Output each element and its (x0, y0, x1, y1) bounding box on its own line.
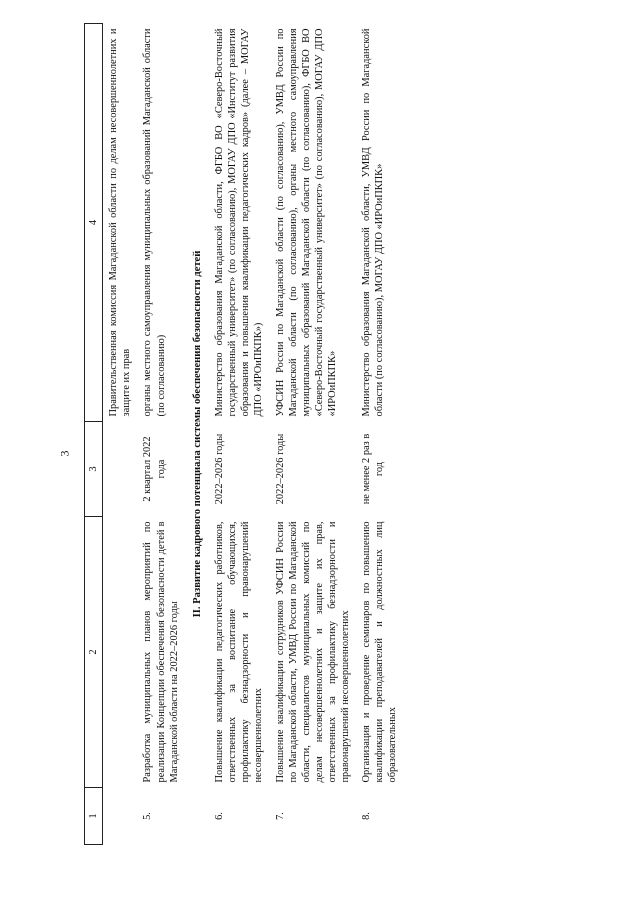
row-number: 6. (214, 812, 226, 820)
row-responsible: Правительственная комиссия Магаданской области по делам несовершеннолетних и защите их прав (108, 28, 133, 417)
table-row (103, 24, 138, 845)
row-responsible: УФСИН России по Магаданской области (по согласованию), УМВД России по Магаданской области (по согласованию), органы местного самоуправления муниципальных образований Магаданской области (по согласованию), ФГБО ВО «Северо-Восточный государственный университет» (по согласованию), МОГАУ ДПО «ИРОиПКПК» (274, 28, 338, 417)
row-number: 5. (142, 812, 154, 820)
row-number: 7. (274, 812, 286, 820)
header-col-2: 2 (85, 517, 103, 788)
row-term: 2022–2026 годы (274, 433, 286, 505)
table-row (209, 24, 269, 845)
row-measure: Повышение квалификации педагогических работников, ответственных за воспитание обучающихся, профилактику безнадзорности и правонарушений несовершеннолетних (214, 521, 265, 783)
measures-table (84, 23, 404, 845)
table-row (356, 24, 403, 845)
table-row (137, 24, 184, 845)
section-title: II. Развитие кадрового потенциала системы обеспечения безопасности детей (191, 250, 203, 618)
row-term: не менее 2 раз в год (361, 433, 386, 505)
row-number: 8. (361, 812, 373, 820)
header-col-3: 3 (85, 422, 103, 517)
table-row (270, 24, 357, 845)
row-responsible: Министерство образования Магаданской области, УМВД России по Магаданской области (по согласованию), МОГАУ ДПО «ИРОиПКПК» (361, 28, 386, 417)
row-responsible: Министерство образования Магаданской области, ФГБО ВО «Северо-Восточный государственный университет» (по согласованию), МОГАУ ДПО «Институт развития образования и повышения квалификации педагогических кадров» (далее – МОГАУ ДПО «ИРОиПКПК») (214, 28, 265, 417)
row-measure: Разработка муниципальных планов мероприятий по реализации Концепции обеспечения безопасности детей в Магаданской области на 2022–2026 годы (142, 521, 180, 783)
page-number: 3 (57, 450, 72, 457)
row-number (103, 788, 138, 845)
row-term: 2022–2026 годы (214, 433, 226, 505)
header-col-1: 1 (85, 788, 103, 845)
table-header-row (85, 24, 103, 845)
row-measure: Организация и проведение семинаров по повышению квалификации преподавателей и должностных лиц образовательных (361, 521, 399, 783)
row-term (103, 422, 138, 517)
header-col-4: 4 (85, 24, 103, 422)
rotated-table-page (84, 28, 629, 845)
row-responsible: органы местного самоуправления муниципальных образований Магаданской области (по согласованию) (142, 28, 167, 417)
section-heading-row (185, 24, 209, 845)
row-measure (103, 517, 138, 788)
row-measure: Повышение квалификации сотрудников УФСИН России по Магаданской области, УМВД России по Магаданской области, специалистов муниципальных комиссий по делам несовершеннолетних и защите их прав, ответственных за профилактику безнадзорности и правонарушений несовершеннолетних (274, 521, 352, 783)
row-term: 2 квартал 2022 года (142, 436, 167, 502)
